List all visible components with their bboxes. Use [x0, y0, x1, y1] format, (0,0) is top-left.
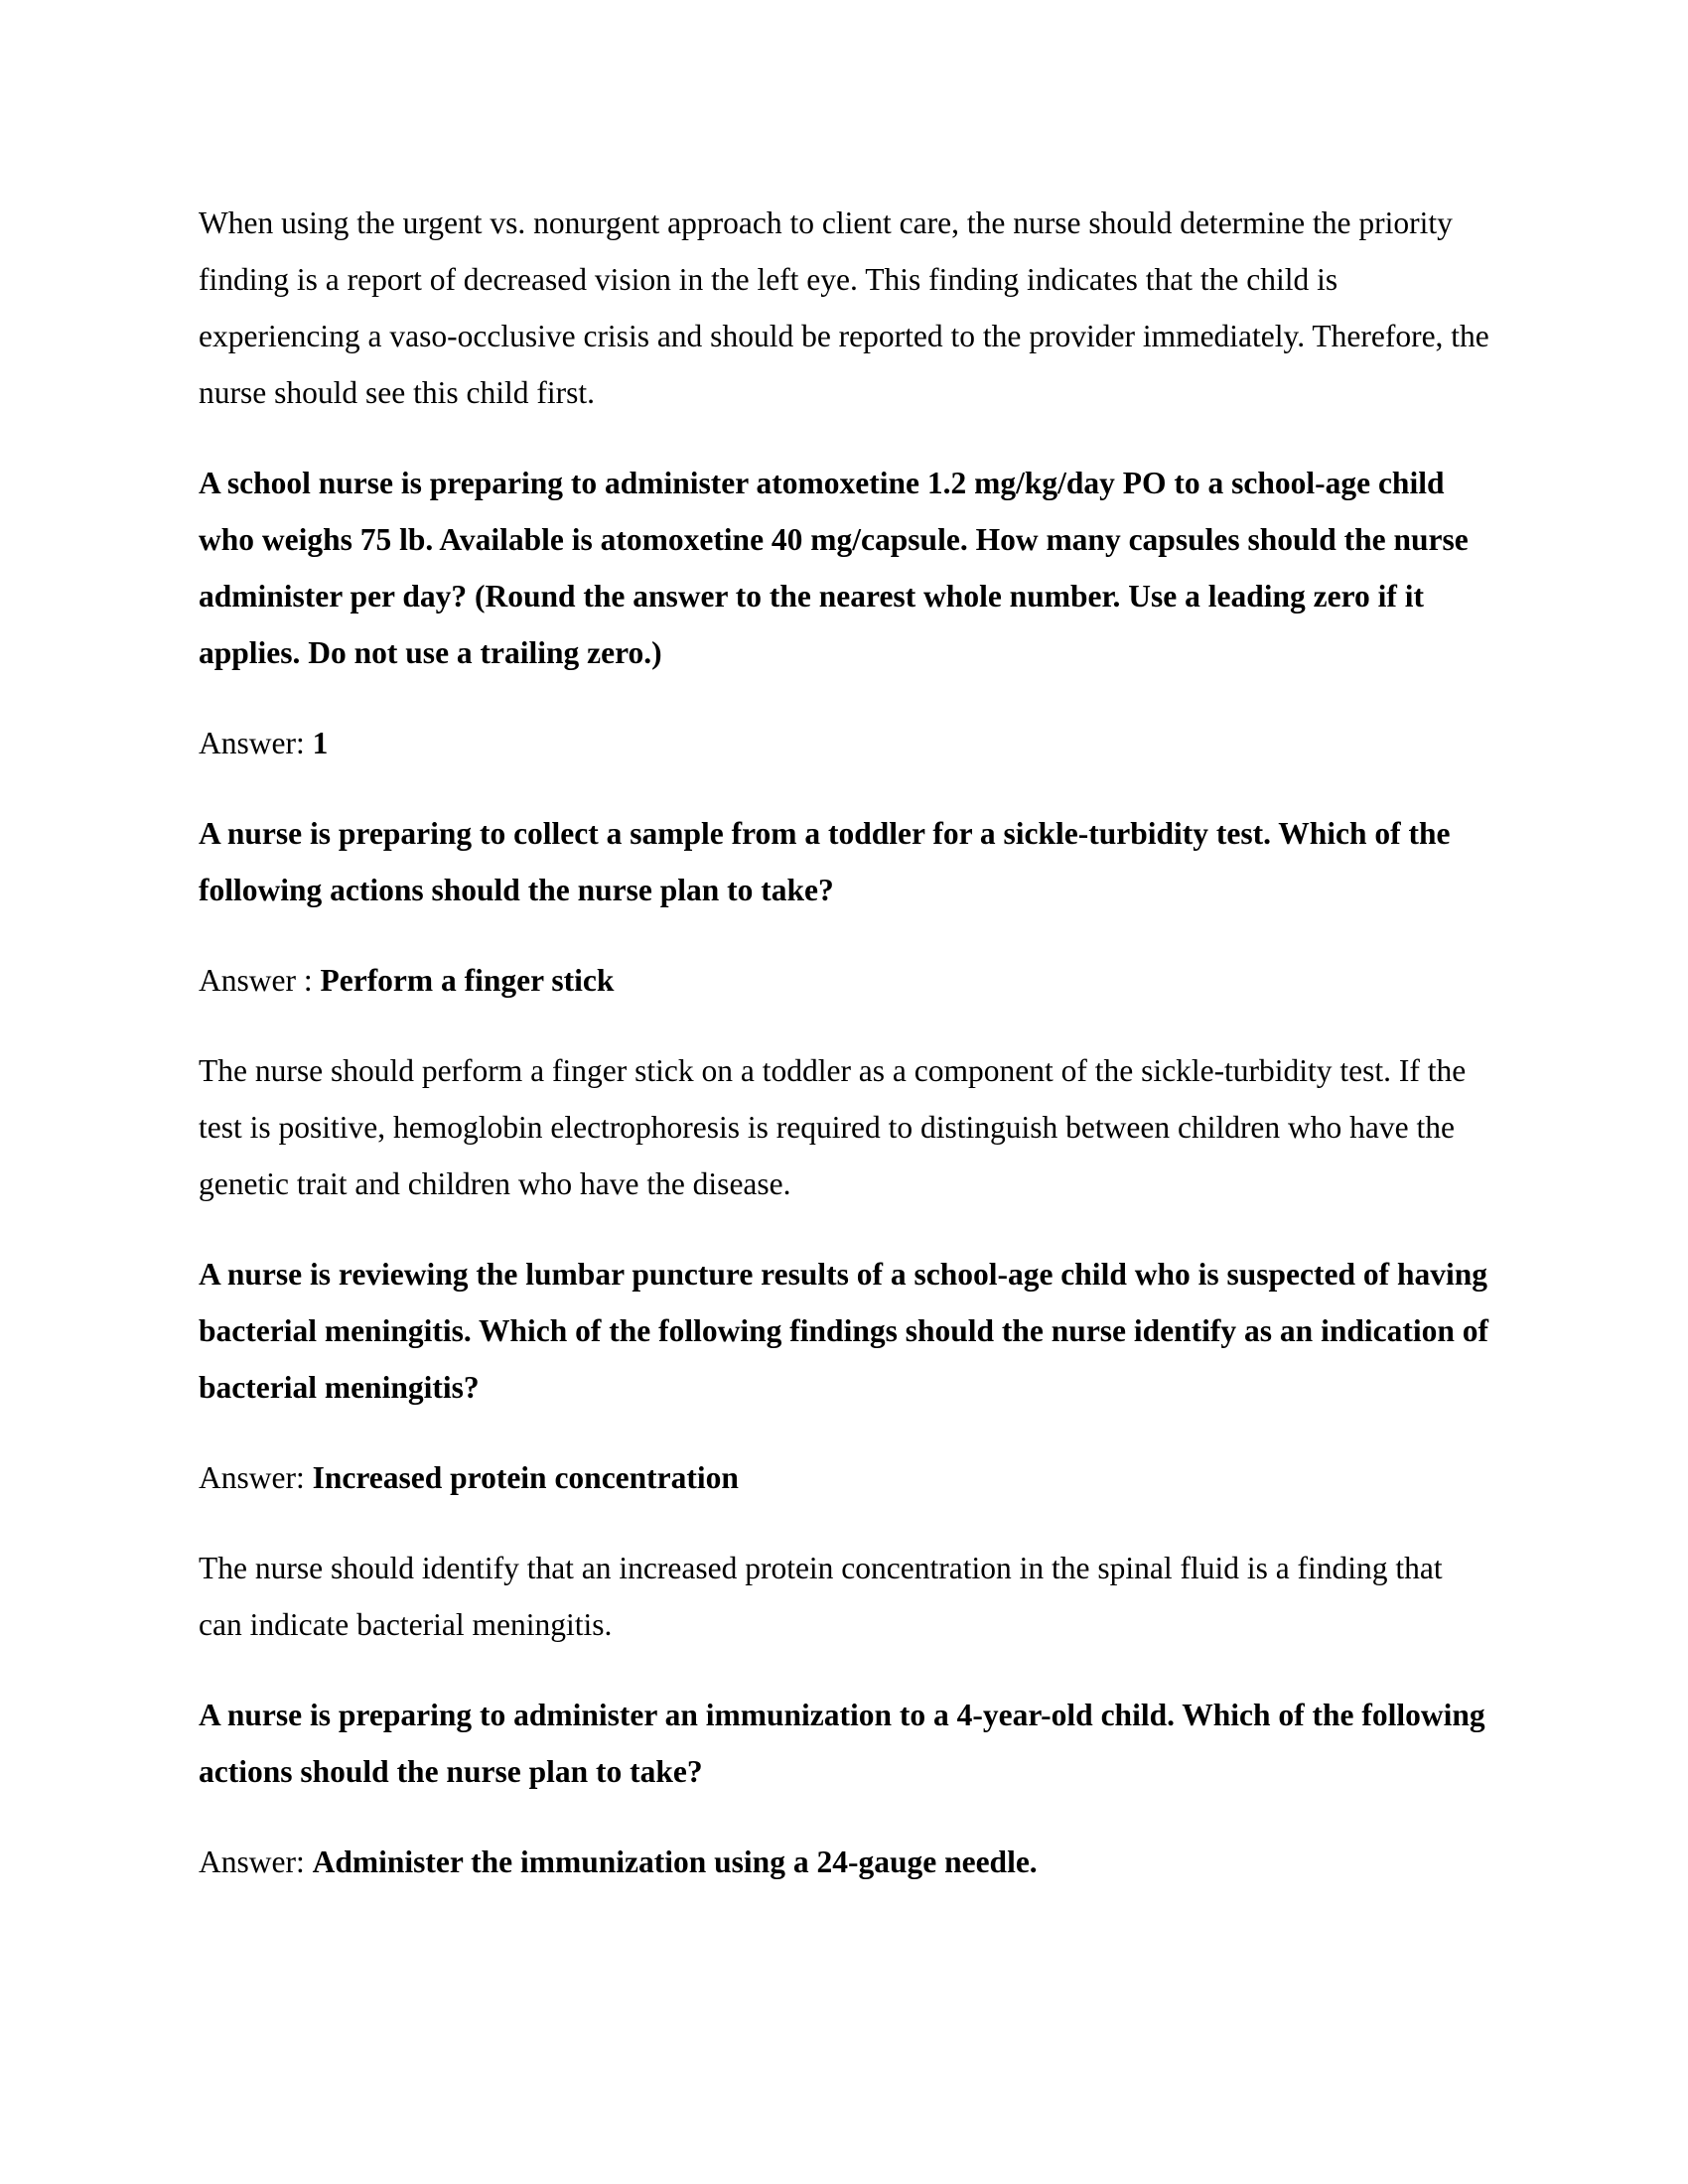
answer-value: Administer the immunization using a 24-gauge needle. [312, 1844, 1038, 1879]
question-paragraph: A school nurse is preparing to administer atomoxetine 1.2 mg/kg/day PO to a school-age child who weighs 75 lb. Available is atomoxetine 40 mg/capsule. How many capsules should the nurse administer per day? (Round the answer to the nearest whole number. Use a leading zero if it applies. Do not use a trailing zero.) [199, 466, 1469, 670]
answer-label: Answer: [199, 1844, 313, 1879]
answer-value: Increased protein concentration [312, 1460, 739, 1495]
explanation-paragraph: The nurse should perform a finger stick on a toddler as a component of the sickle-turbidity test. If the test is positive, hemoglobin electrophoresis is required to distinguish between children who have the genetic trait and children who have the disease. [199, 1053, 1467, 1201]
explanation-paragraph: When using the urgent vs. nonurgent approach to client care, the nurse should determine the priority finding is a report of decreased vision in the left eye. This finding indicates that the child is experiencing a vaso-occlusive crisis and should be reported to the provider immediately. Therefore, the nurse should see this child first. [199, 205, 1489, 410]
answer-value: Perform a finger stick [320, 963, 615, 998]
answer-label: Answer: [199, 726, 313, 760]
explanation-paragraph: The nurse should identify that an increased protein concentration in the spinal fluid is a finding that can indicate bacterial meningitis. [199, 1551, 1443, 1642]
answer-value: 1 [312, 726, 329, 760]
answer-label: Answer: [199, 1460, 313, 1495]
question-paragraph: A nurse is reviewing the lumbar puncture results of a school-age child who is suspected of having bacterial meningitis. Which of the following findings should the nurse identify as an indication of bacterial meningitis? [199, 1257, 1488, 1405]
answer-line [199, 715, 1489, 771]
answer-line [199, 952, 1489, 1009]
document-body [199, 195, 1489, 1924]
answer-line [199, 1449, 1489, 1506]
answer-label: Answer : [199, 963, 321, 998]
question-paragraph: A nurse is preparing to collect a sample from a toddler for a sickle-turbidity test. Which of the following actions should the nurse plan to take? [199, 816, 1451, 907]
question-paragraph: A nurse is preparing to administer an immunization to a 4-year-old child. Which of the following actions should the nurse plan to take? [199, 1698, 1485, 1789]
answer-line [199, 1834, 1489, 1890]
